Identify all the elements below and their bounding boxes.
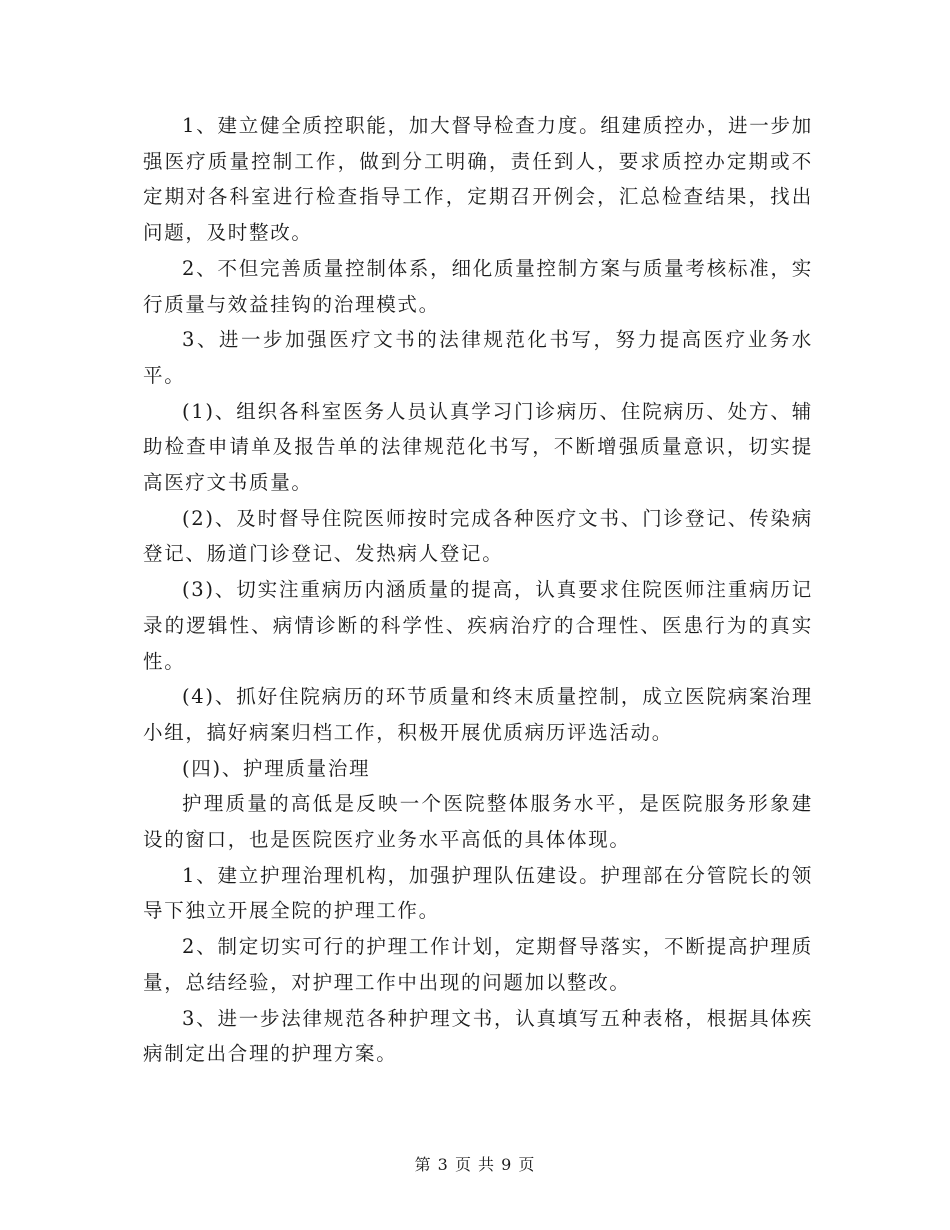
paragraph-12: 3、进一步法律规范各种护理文书，认真填写五种表格，根据具体疾病制定出合理的护理方案。 (143, 1006, 813, 1066)
paragraph-1: 1、建立健全质控职能，加大督导检查力度。组建质控办，进一步加强医疗质量控制工作，做到分工明确，责任到人，要求质控办定期或不定期对各科室进行检查指导工作，定期召开例会，汇总检查结果，找出问题，及时整改。 (143, 114, 813, 245)
page-number-footer: 第 3 页 共 9 页 (414, 1155, 536, 1174)
paragraph-7: (4)、抓好住院病历的环节质量和终末质量控制，成立医院病案治理小组，搞好病案归档工作，积极开展优质病历评选活动。 (143, 685, 813, 744)
paragraph-2: 2、不但完善质量控制体系，细化质量控制方案与质量考核标准，实行质量与效益挂钩的治理模式。 (143, 256, 813, 316)
paragraph-9: 护理质量的高低是反映一个医院整体服务水平，是医院服务形象建设的窗口，也是医院医疗业务水平高低的具体体现。 (143, 792, 813, 852)
paragraph-4: (1)、组织各科室医务人员认真学习门诊病历、住院病历、处方、辅助检查申请单及报告单的法律规范化书写，不断增强质量意识，切实提高医疗文书质量。 (143, 399, 813, 495)
paragraph-5: (2)、及时督导住院医师按时完成各种医疗文书、门诊登记、传染病登记、肠道门诊登记、发热病人登记。 (143, 506, 813, 566)
paragraph-3: 3、进一步加强医疗文书的法律规范化书写，努力提高医疗业务水平。 (143, 328, 813, 387)
document-body (143, 108, 813, 1072)
paragraph-6: (3)、切实注重病历内涵质量的提高，认真要求住院医师注重病历记录的逻辑性、病情诊断的科学性、疾病治疗的合理性、医患行为的真实性。 (143, 578, 813, 673)
paragraph-11: 2、制定切实可行的护理工作计划，定期督导落实，不断提高护理质量，总结经验，对护理工作中出现的问题加以整改。 (143, 935, 813, 994)
section-heading: (四)、护理质量治理 (182, 756, 371, 780)
paragraph-10: 1、建立护理治理机构，加强护理队伍建设。护理部在分管院长的领导下独立开展全院的护理工作。 (143, 863, 813, 923)
